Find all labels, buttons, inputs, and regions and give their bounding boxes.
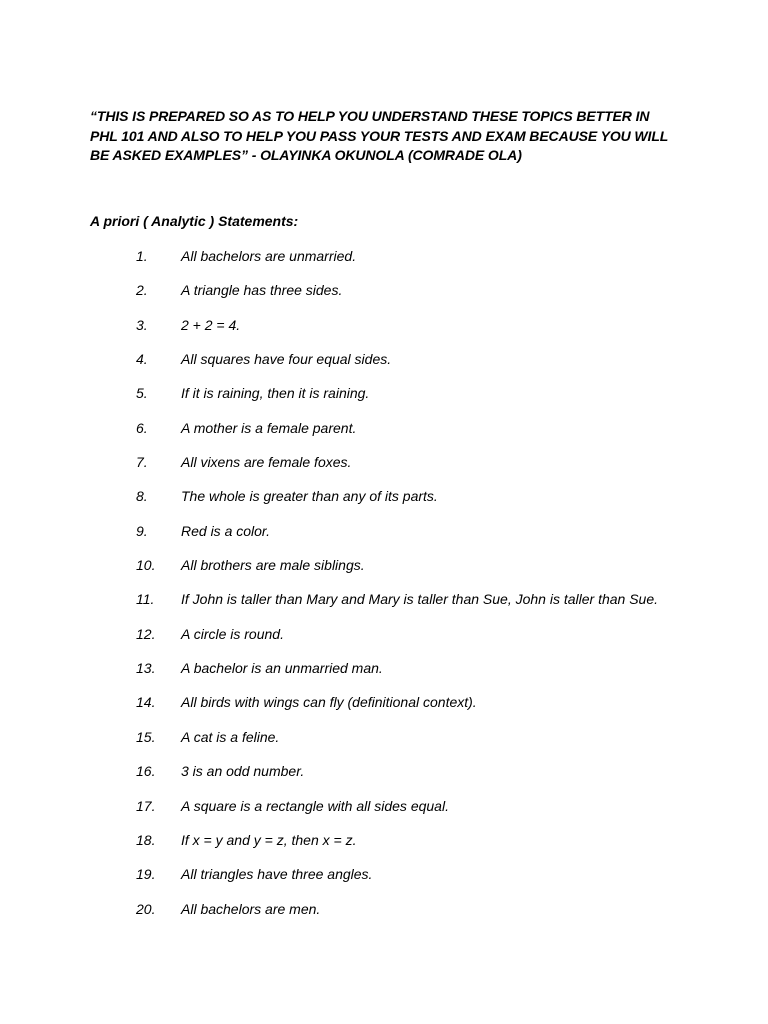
item-text: All vixens are female foxes. (181, 454, 352, 471)
item-text: If John is taller than Mary and Mary is taller than Sue, John is taller than Sue. (181, 591, 659, 608)
list-item (0, 281, 768, 315)
intro-quote (90, 107, 690, 166)
list-item (0, 350, 768, 384)
list-item (0, 625, 768, 659)
item-text: A circle is round. (181, 625, 284, 642)
item-text: A bachelor is an unmarried man. (181, 660, 383, 677)
item-text: All triangles have three angles. (181, 866, 373, 883)
item-text: The whole is greater than any of its parts. (181, 488, 438, 505)
intro-line-1: “THIS IS PREPARED SO AS TO HELP YOU UNDERSTAND THESE TOPICS BETTER IN (90, 108, 650, 124)
item-number: 20. (136, 900, 156, 917)
item-number: 8. (136, 488, 148, 505)
item-number: 6. (136, 419, 148, 436)
statements-list (0, 247, 768, 934)
list-item (0, 797, 768, 831)
item-number: 18. (136, 831, 156, 848)
item-text: 2 + 2 = 4. (181, 316, 241, 333)
list-item (0, 728, 768, 762)
list-item (0, 487, 768, 521)
list-item (0, 659, 768, 693)
item-text: All birds with wings can fly (definitional context). (181, 694, 477, 711)
item-number: 13. (136, 660, 156, 677)
item-number: 2. (136, 282, 148, 299)
list-item (0, 693, 768, 727)
list-item (0, 384, 768, 418)
item-number: 11. (136, 591, 155, 608)
list-item (0, 453, 768, 487)
list-item (0, 316, 768, 350)
intro-line-3: BE ASKED EXAMPLES” - OLAYINKA OKUNOLA (COMRADE OLA) (90, 147, 522, 163)
item-text: If it is raining, then it is raining. (181, 385, 370, 402)
section-heading: A priori ( Analytic ) Statements: (90, 213, 299, 229)
item-number: 1. (136, 248, 148, 264)
item-number: 4. (136, 351, 148, 368)
item-text: A mother is a female parent. (181, 419, 357, 436)
list-item (0, 590, 768, 624)
item-text: 3 is an odd number. (181, 763, 305, 780)
item-number: 16. (136, 763, 156, 780)
item-number: 15. (136, 728, 156, 745)
item-number: 12. (136, 625, 156, 642)
list-item (0, 522, 768, 556)
item-text: If x = y and y = z, then x = z. (181, 831, 357, 848)
item-number: 5. (136, 385, 148, 402)
list-item (0, 419, 768, 453)
list-item (0, 831, 768, 865)
item-text: All brothers are male siblings. (181, 557, 365, 574)
item-number: 19. (136, 866, 156, 883)
item-text: All squares have four equal sides. (181, 351, 392, 368)
item-number: 17. (136, 797, 156, 814)
item-number: 14. (136, 694, 156, 711)
item-text: A triangle has three sides. (181, 282, 343, 299)
item-text: A square is a rectangle with all sides equal. (181, 797, 449, 814)
item-number: 9. (136, 522, 148, 539)
list-item (0, 900, 768, 934)
list-item (0, 247, 768, 281)
item-text: All bachelors are unmarried. (181, 248, 357, 264)
intro-line-2: PHL 101 AND ALSO TO HELP YOU PASS YOUR TESTS AND EXAM BECAUSE YOU WILL (90, 127, 669, 144)
list-item (0, 865, 768, 899)
item-text: Red is a color. (181, 522, 270, 539)
item-text: A cat is a feline. (181, 728, 280, 745)
list-item (0, 762, 768, 796)
item-number: 3. (136, 316, 148, 333)
item-text: All bachelors are men. (181, 900, 321, 917)
item-number: 7. (136, 454, 148, 471)
list-item (0, 556, 768, 590)
item-number: 10. (136, 557, 156, 574)
